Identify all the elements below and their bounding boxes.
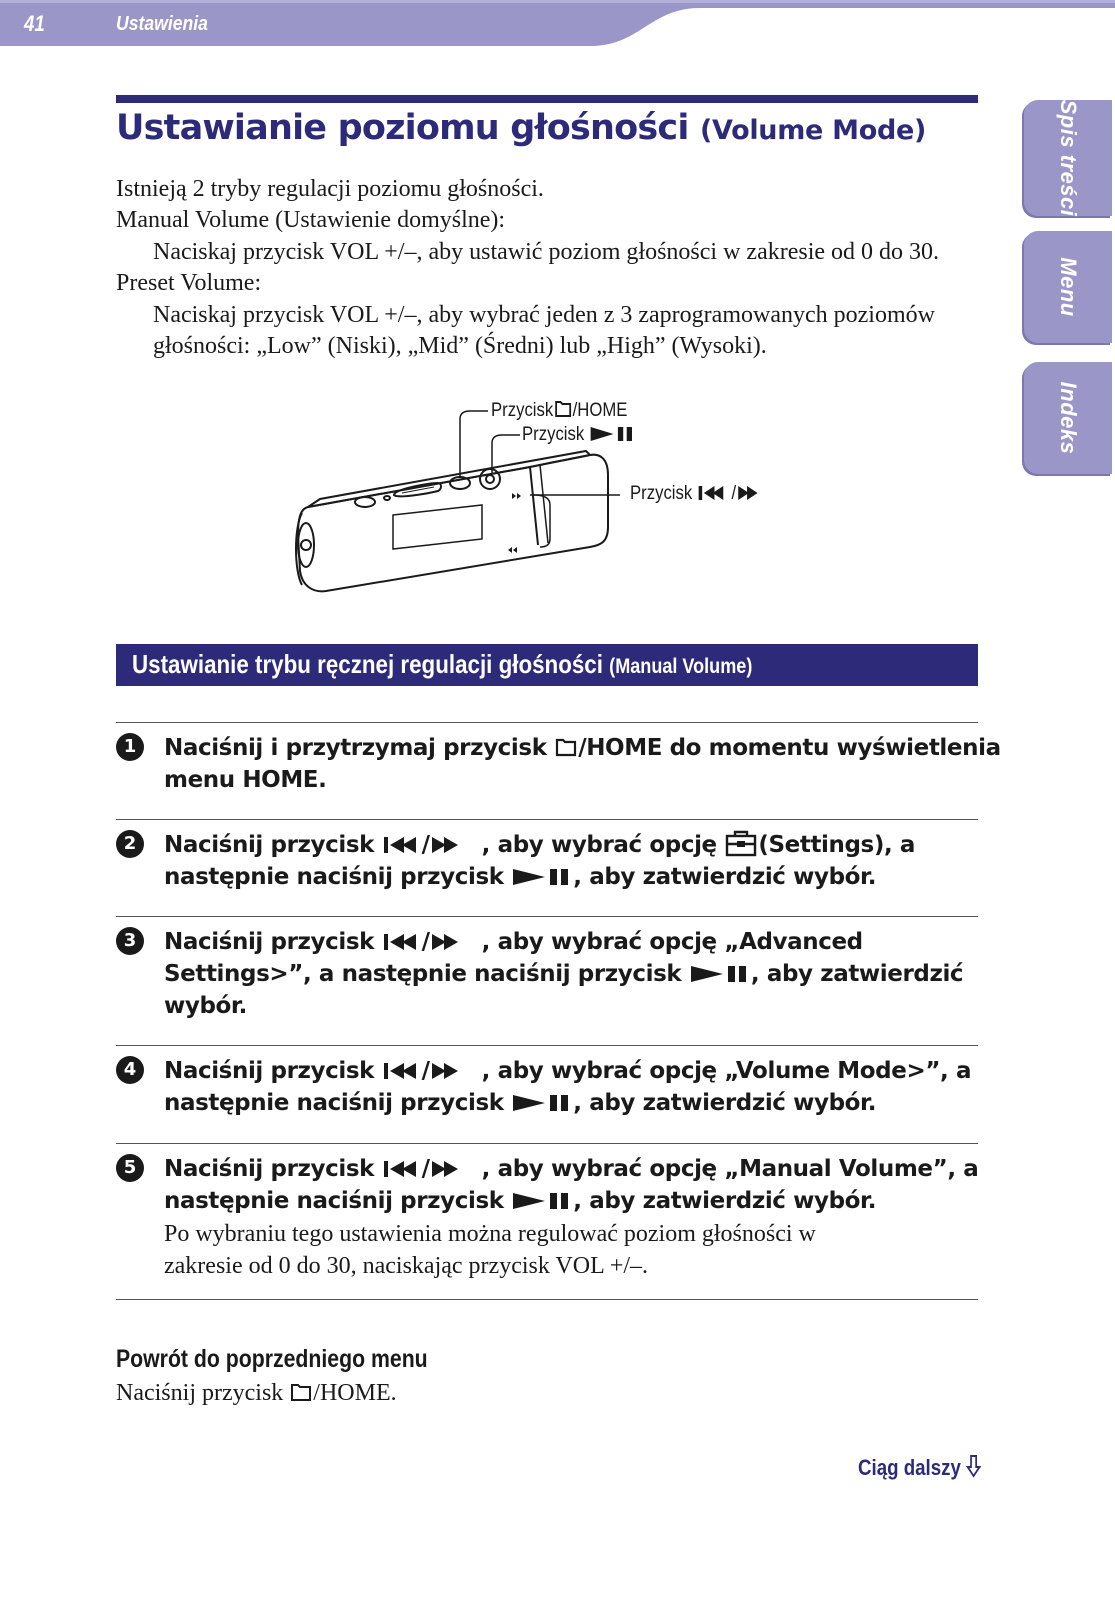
play-pause-icon [511, 867, 573, 887]
back-heading: Powrót do poprzedniego menu [116, 1345, 428, 1373]
step-text: / [421, 929, 430, 955]
step-number: 4 [116, 1056, 144, 1084]
step-5-line-2 [164, 1185, 876, 1217]
step-text: Naciśnij przycisk [164, 1058, 382, 1084]
divider [116, 1299, 978, 1300]
page-title-sub: (Volume Mode) [699, 115, 927, 146]
step-text: Naciśnij przycisk [164, 929, 382, 955]
section-title [132, 649, 752, 680]
step-2-line-1 [164, 829, 915, 861]
step-3-line-3: wybór. [164, 993, 247, 1019]
step-text: , aby zatwierdzić wybór. [573, 864, 877, 890]
tab-menu[interactable] [1024, 231, 1112, 343]
play-pause-icon [689, 964, 751, 984]
tab-contents[interactable] [1024, 100, 1112, 216]
preset-description-2: głośności: „Low” (Niski), „Mid” (Średni) lub „High” (Wysoki). [153, 333, 767, 359]
next-icon [736, 484, 766, 502]
page-number: 41 [24, 11, 45, 36]
label-home-button [491, 398, 627, 422]
step-5-line-1 [164, 1153, 978, 1185]
continued-link[interactable] [858, 1454, 981, 1481]
step-text: , aby zatwierdzić wybór. [573, 1090, 877, 1116]
preset-description-1: Naciskaj przycisk VOL +/–, aby wybrać jeden z 3 zaprogramowanych poziomów [153, 302, 935, 328]
section-title-main: Ustawianie trybu ręcznej regulacji głośności [132, 649, 603, 679]
label-home-suffix: /HOME [572, 400, 628, 421]
previous-icon [697, 484, 727, 502]
settings-toolbox-icon [724, 829, 758, 857]
label-play-button [522, 424, 635, 446]
label-prevnext-text: Przycisk [630, 483, 693, 504]
step-text: , aby wybrać opcję [481, 832, 725, 858]
intro-line: Istnieją 2 tryby regulacji poziomu głośności. [116, 176, 544, 202]
step-text: (Settings), a [758, 832, 916, 858]
next-icon [430, 1061, 482, 1081]
play-pause-icon [511, 1191, 573, 1211]
step-text: /HOME do momentu wyświetlenia [578, 735, 1001, 761]
label-play-text: Przycisk [522, 424, 585, 445]
label-home-prefix: Przycisk [491, 400, 554, 421]
previous-icon [382, 835, 422, 855]
title-rule [116, 95, 978, 103]
manual-description: Naciskaj przycisk VOL +/–, aby ustawić poziom głośności w zakresie od 0 do 30. [153, 239, 940, 265]
tab-menu-label: Menu [1056, 257, 1081, 317]
previous-icon [382, 1061, 422, 1081]
tab-contents-label: Spis treści [1056, 99, 1081, 217]
step-text: następnie naciśnij przycisk [164, 1188, 512, 1214]
step-3-line-1 [164, 926, 863, 958]
step-5-note-2: zakresie od 0 do 30, naciskając przycisk VOL +/–. [164, 1253, 649, 1279]
step-text: , aby wybrać opcję „Manual Volume”, a [481, 1156, 979, 1182]
back-text [116, 1378, 397, 1409]
step-text: , aby wybrać opcję „Volume Mode>”, a [481, 1058, 972, 1084]
divider [116, 819, 978, 820]
divider [116, 1143, 978, 1144]
home-icon [554, 736, 578, 758]
step-text: Naciśnij przycisk [164, 832, 382, 858]
step-1-line-2: menu HOME. [164, 767, 327, 793]
section-title-sub: (Manual Volume) [609, 655, 753, 678]
preset-heading: Preset Volume: [116, 270, 262, 296]
step-text: , aby zatwierdzić [750, 961, 964, 987]
divider [116, 1045, 978, 1046]
step-text: Naciśnij przycisk [164, 1156, 382, 1182]
step-1-line-1 [164, 732, 1001, 764]
next-icon [430, 835, 482, 855]
next-icon [430, 1159, 482, 1179]
step-number: 3 [116, 927, 144, 955]
home-icon [553, 398, 572, 418]
continued-label: Ciąg dalszy [858, 1455, 961, 1480]
step-text: / [421, 1058, 430, 1084]
page-title-main: Ustawianie poziomu głośności [116, 108, 689, 148]
step-text: Naciśnij i przytrzymaj przycisk [164, 735, 555, 761]
previous-icon [382, 1159, 422, 1179]
step-5-note-1: Po wybraniu tego ustawienia można regulować poziom głośności w [164, 1221, 816, 1247]
tab-index-label: Indeks [1056, 381, 1081, 455]
divider [116, 916, 978, 917]
step-text: następnie naciśnij przycisk [164, 1090, 512, 1116]
step-text: / [421, 832, 430, 858]
step-3-line-2 [164, 958, 963, 990]
arrow-down-icon [966, 1454, 981, 1478]
back-text-a: Naciśnij przycisk [116, 1380, 290, 1406]
page-title [116, 108, 926, 148]
play-pause-icon [589, 425, 635, 443]
label-prev-next-button [630, 483, 766, 505]
divider [116, 722, 978, 723]
step-2-line-2 [164, 861, 876, 893]
step-number: 5 [116, 1154, 144, 1182]
step-text: , aby zatwierdzić wybór. [573, 1188, 877, 1214]
step-4-line-2 [164, 1087, 876, 1119]
step-text: , aby wybrać opcję „Advanced [481, 929, 863, 955]
step-text: / [421, 1156, 430, 1182]
step-number: 2 [116, 830, 144, 858]
step-text: Settings>”, a następnie naciśnij przycisk [164, 961, 689, 987]
previous-icon [382, 932, 422, 952]
home-icon [289, 1381, 313, 1403]
step-number: 1 [116, 733, 144, 761]
label-prevnext-slash: / [731, 483, 737, 504]
tab-index[interactable] [1024, 362, 1112, 474]
step-text: następnie naciśnij przycisk [164, 864, 512, 890]
back-text-b: /HOME. [313, 1380, 397, 1406]
next-icon [430, 932, 482, 952]
step-4-line-1 [164, 1055, 971, 1087]
header-section-title: Ustawienia [116, 13, 208, 35]
play-pause-icon [511, 1093, 573, 1113]
manual-heading: Manual Volume (Ustawienie domyślne): [116, 207, 506, 233]
